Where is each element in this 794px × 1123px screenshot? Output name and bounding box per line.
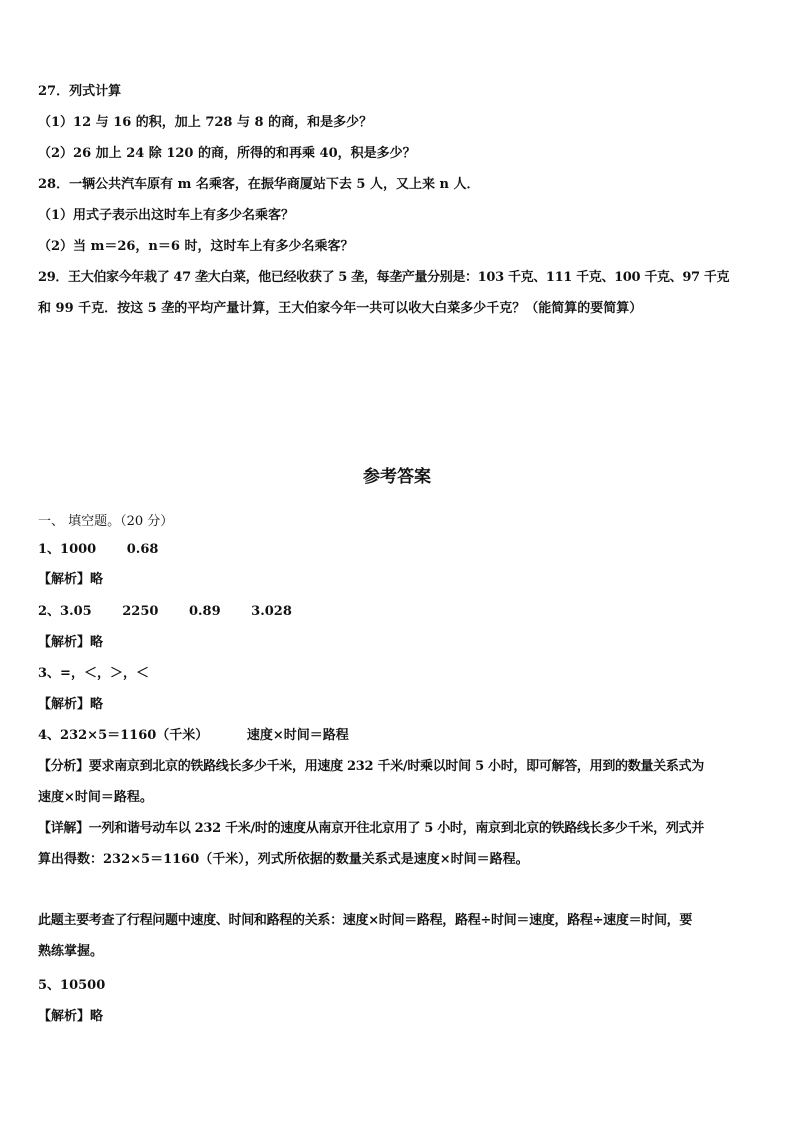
answer-4-relation: 速度×时间＝路程 xyxy=(246,728,349,743)
answer-1-value-1: 1、1000 xyxy=(38,542,97,557)
answer-heading: 参考答案 xyxy=(363,467,431,487)
answer-4-detail-line-1: 【详解】一列和谐号动车以 232 千米/时的速度从南京开往北京用了 5 小时，南京到北京的铁路线长多少千米，列式并 xyxy=(38,821,704,836)
answer-2-analysis: 【解析】略 xyxy=(38,635,104,650)
question-29-line-1: 29．王大伯家今年栽了 47 垄大白菜，他已经收获了 5 垄，每垄产量分别是：103 千克、111 千克、100 千克、97 千克 xyxy=(38,270,730,285)
answer-2-value-1: 2、3.05 xyxy=(38,604,92,619)
question-28-title: 28．一辆公共汽车原有 m 名乘客，在振华商厦站下去 5 人，又上来 n 人． xyxy=(38,177,480,192)
question-27-title: 27．列式计算 xyxy=(38,84,122,99)
answer-1 xyxy=(38,541,760,559)
answer-3-analysis: 【解析】略 xyxy=(38,697,104,712)
answer-4-formula: 4、232×5＝1160（千米） xyxy=(38,728,209,743)
answer-2-value-4: 3.028 xyxy=(251,604,292,619)
question-28-part-2: （2）当 m＝26，n＝6 时，这时车上有多少名乘客？ xyxy=(38,239,354,254)
answer-4-summary-line-2: 熟练掌握。 xyxy=(38,944,104,959)
answer-2-value-3: 0.89 xyxy=(188,604,221,619)
answer-4 xyxy=(38,727,760,745)
answer-1-analysis: 【解析】略 xyxy=(38,572,104,587)
question-29-line-2: 和 99 千克．按这 5 垄的平均产量计算，王大伯家今年一共可以收大白菜多少千克？（能简算的要简算） xyxy=(38,301,643,316)
answer-4-detail-line-2: 算出得数：232×5＝1160（千米），列式所依据的数量关系式是速度×时间＝路程。 xyxy=(38,852,529,867)
answer-3: 3、=，＜，＞，＜ xyxy=(38,666,149,681)
section-fill-blank: 一、 填空题。（20 分） xyxy=(38,514,174,529)
answer-2 xyxy=(38,603,760,621)
answer-4-analysis-line-2: 速度×时间＝路程。 xyxy=(38,790,153,805)
question-27-part-2: （2）26 加上 24 除 120 的商，所得的和再乘 40，积是多少？ xyxy=(38,146,416,161)
answer-2-value-2: 2250 xyxy=(122,604,159,619)
question-28-part-1: （1）用式子表示出这时车上有多少名乘客？ xyxy=(38,208,295,223)
answer-5-analysis: 【解析】略 xyxy=(38,1009,104,1024)
question-27-part-1: （1）12 与 16 的积，加上 728 与 8 的商，和是多少？ xyxy=(38,115,373,130)
answer-5: 5、10500 xyxy=(38,978,106,993)
answer-4-summary-line-1: 此题主要考查了行程问题中速度、时间和路程的关系：速度×时间＝路程，路程÷时间＝速度，路程÷速度＝时间，要 xyxy=(38,913,693,928)
answer-4-analysis-line-1: 【分析】要求南京到北京的铁路线长多少千米，用速度 232 千米/时乘以时间 5 小时，即可解答，用到的数量关系式为 xyxy=(38,759,704,774)
answer-1-value-2: 0.68 xyxy=(126,542,159,557)
